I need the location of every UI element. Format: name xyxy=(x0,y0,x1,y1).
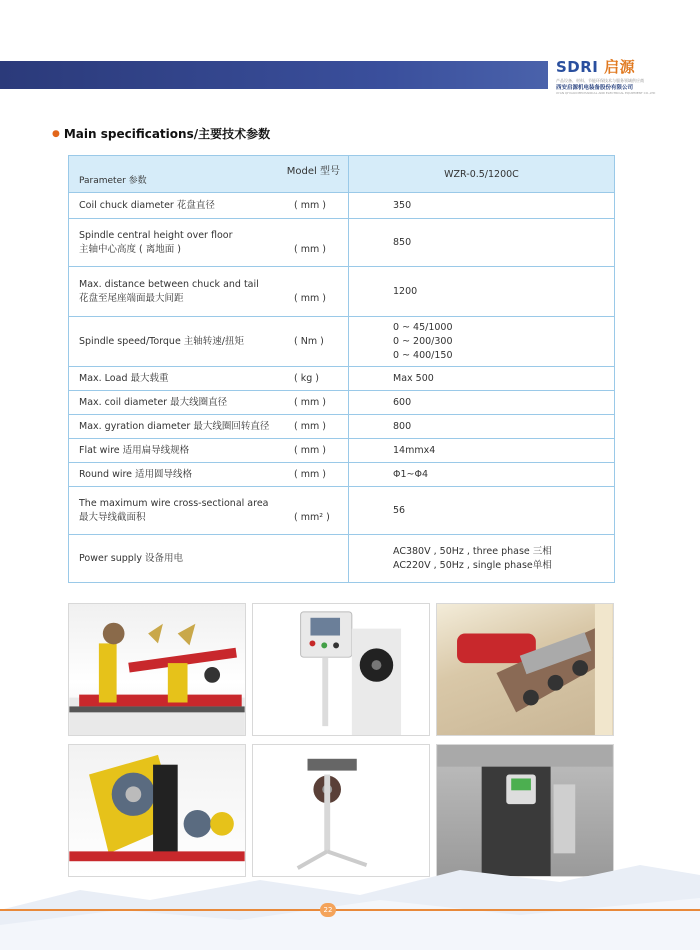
section-title-text: Main specifications/主要技术参数 xyxy=(63,127,271,141)
value-line: 1200 xyxy=(393,285,418,297)
table-row xyxy=(69,391,615,415)
param-cell xyxy=(69,391,349,415)
param-unit: ( kg ) xyxy=(294,372,319,384)
value-cell xyxy=(349,267,615,317)
param-unit: ( mm ) xyxy=(294,243,326,255)
value-line: Φ1~Φ4 xyxy=(393,468,429,480)
value-cell xyxy=(349,367,615,391)
param-cell xyxy=(69,367,349,391)
param-label: 最大导线截面积 xyxy=(79,511,146,523)
header-model-value: WZR-0.5/1200C xyxy=(349,156,615,193)
param-label: Power supply 设备用电 xyxy=(79,552,184,564)
param-unit: ( mm ) xyxy=(294,444,326,456)
param-cell xyxy=(69,317,349,367)
param-label: Spindle central height over floor xyxy=(79,229,233,241)
value-cell xyxy=(349,463,615,487)
param-label: Max. gyration diameter 最大线圈回转直径 xyxy=(79,420,270,432)
param-cell xyxy=(69,267,349,317)
param-cell xyxy=(69,463,349,487)
value-line: AC380V , 50Hz , three phase 三相 xyxy=(393,545,552,557)
value-line: 56 xyxy=(393,504,406,516)
machine-photo-2 xyxy=(252,603,430,736)
param-label: Spindle speed/Torque 主轴转速/扭矩 xyxy=(79,335,245,347)
machine-photo-3 xyxy=(436,603,614,736)
header-band xyxy=(0,61,548,89)
value-line: AC220V , 50Hz , single phase单相 xyxy=(393,559,552,571)
value-line: 350 xyxy=(393,199,412,211)
section-title xyxy=(52,125,270,142)
value-line: 600 xyxy=(393,396,412,408)
bullet-icon: ● xyxy=(52,129,60,139)
header-param-cell xyxy=(69,156,349,193)
param-label: Max. Load 最大载重 xyxy=(79,372,169,384)
param-label: Coil chuck diameter 花盘直径 xyxy=(79,199,215,211)
logo-tagline: 产品设备、材料、节能环保技术与服务领域供应商 xyxy=(556,78,644,83)
param-unit: ( mm ) xyxy=(294,420,326,432)
spec-body xyxy=(69,193,615,583)
spec-table xyxy=(68,155,615,583)
header-model-label: Model 型号 xyxy=(286,166,340,177)
value-cell xyxy=(349,415,615,439)
value-line: 0 ~ 400/150 xyxy=(393,349,453,361)
value-cell xyxy=(349,391,615,415)
logo-company-name-en: XI'AN QIYUAN MECHANICAL AND ELECTRICAL EQUIPMENT CO.,LTD xyxy=(556,91,656,95)
value-line: 0 ~ 45/1000 xyxy=(393,321,453,333)
table-header-row xyxy=(69,156,615,193)
value-line: Max 500 xyxy=(393,372,434,384)
value-cell xyxy=(349,219,615,267)
param-label: 花盘至尾座端面最大间距 xyxy=(79,292,184,304)
page-number: 22 xyxy=(320,903,336,917)
table-row xyxy=(69,535,615,583)
value-line: 850 xyxy=(393,236,412,248)
param-cell xyxy=(69,415,349,439)
value-line: 800 xyxy=(393,420,412,432)
param-label: Max. distance between chuck and tail xyxy=(79,278,259,290)
param-unit: ( mm ) xyxy=(294,468,326,480)
param-unit: ( Nm ) xyxy=(294,335,324,347)
table-row xyxy=(69,367,615,391)
machine-photo-1 xyxy=(68,603,246,736)
value-line: 14mmx4 xyxy=(393,444,436,456)
table-row xyxy=(69,487,615,535)
param-label: Round wire 适用圆导线格 xyxy=(79,468,193,480)
table-row xyxy=(69,439,615,463)
param-unit: ( mm² ) xyxy=(294,511,330,523)
table-row xyxy=(69,267,615,317)
table-row xyxy=(69,219,615,267)
param-label: Flat wire 适用扁导线规格 xyxy=(79,444,190,456)
value-cell xyxy=(349,439,615,463)
logo-company-name: 西安启源机电装备股份有限公司 xyxy=(556,85,634,91)
param-cell xyxy=(69,193,349,219)
value-cell xyxy=(349,317,615,367)
logo-brand: SDRI xyxy=(556,58,599,76)
param-unit: ( mm ) xyxy=(294,396,326,408)
value-cell xyxy=(349,535,615,583)
param-label: 主轴中心高度 ( 离地面 ) xyxy=(79,243,181,255)
param-label: Max. coil diameter 最大线圈直径 xyxy=(79,396,228,408)
param-cell xyxy=(69,535,349,583)
table-row xyxy=(69,317,615,367)
value-cell xyxy=(349,193,615,219)
header-param-label: Parameter 参数 xyxy=(79,176,147,186)
logo-brand-cn: 启源 xyxy=(604,58,636,76)
value-line: 0 ~ 200/300 xyxy=(393,335,453,347)
mountain-decoration xyxy=(0,770,700,950)
param-cell xyxy=(69,487,349,535)
param-unit: ( mm ) xyxy=(294,199,326,211)
param-label: The maximum wire cross-sectional area xyxy=(79,497,269,509)
table-row xyxy=(69,463,615,487)
param-cell xyxy=(69,439,349,463)
table-row xyxy=(69,415,615,439)
param-cell xyxy=(69,219,349,267)
company-logo xyxy=(556,56,696,96)
value-cell xyxy=(349,487,615,535)
param-unit: ( mm ) xyxy=(294,292,326,304)
footer-line xyxy=(0,909,700,911)
table-row xyxy=(69,193,615,219)
